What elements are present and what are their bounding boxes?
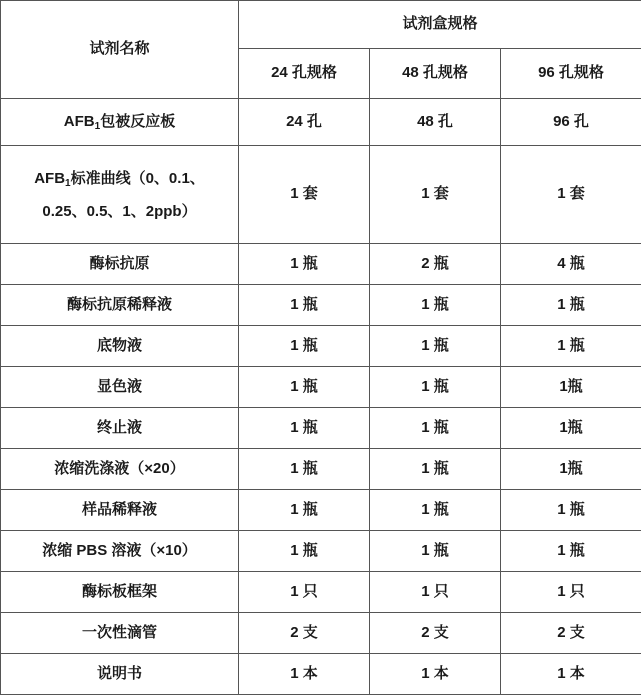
qty-48: 1 瓶 — [370, 285, 501, 326]
reagent-name: $AFB_1$标准曲线（0、0.1、 0.25、0.5、1、2ppb） — [1, 146, 239, 244]
reagent-name: 酶标抗原 — [1, 244, 239, 285]
qty-96: 1 瓶 — [501, 490, 641, 531]
qty-96: 96 孔 — [501, 99, 641, 146]
qty-96: 2 支 — [501, 613, 641, 654]
qty-24: 1 只 — [239, 572, 370, 613]
table-row — [1, 326, 641, 367]
table-row — [1, 244, 641, 285]
qty-48: 2 支 — [370, 613, 501, 654]
table-row — [1, 654, 641, 695]
header-row-group — [1, 1, 641, 49]
qty-96: 1 只 — [501, 572, 641, 613]
qty-24: 1 瓶 — [239, 326, 370, 367]
reagent-name: 酶标板框架 — [1, 572, 239, 613]
qty-48: 1 瓶 — [370, 408, 501, 449]
qty-96: 1 瓶 — [501, 531, 641, 572]
qty-96: 4 瓶 — [501, 244, 641, 285]
reagent-name: 说明书 — [1, 654, 239, 695]
table-row — [1, 146, 641, 244]
qty-96: 1 瓶 — [501, 326, 641, 367]
qty-96: 1 套 — [501, 146, 641, 244]
reagent-name-header: 试剂名称 — [1, 1, 239, 99]
qty-48: 2 瓶 — [370, 244, 501, 285]
table-row — [1, 572, 641, 613]
table-row — [1, 449, 641, 490]
qty-48: 1 瓶 — [370, 531, 501, 572]
qty-24: 1 套 — [239, 146, 370, 244]
reagent-name: 底物液 — [1, 326, 239, 367]
qty-96: 1瓶 — [501, 449, 641, 490]
reagent-name: 终止液 — [1, 408, 239, 449]
reagent-name: 样品稀释液 — [1, 490, 239, 531]
reagent-name: 浓缩 PBS 溶液（×10） — [1, 531, 239, 572]
qty-24: 2 支 — [239, 613, 370, 654]
qty-24: 1 瓶 — [239, 408, 370, 449]
reagent-name: 浓缩洗涤液（×20） — [1, 449, 239, 490]
qty-48: 1 瓶 — [370, 326, 501, 367]
qty-48: 1 本 — [370, 654, 501, 695]
qty-24: 1 瓶 — [239, 490, 370, 531]
table-row — [1, 490, 641, 531]
qty-96: 1瓶 — [501, 367, 641, 408]
reagent-name: 酶标抗原稀释液 — [1, 285, 239, 326]
qty-48: 1 瓶 — [370, 367, 501, 408]
qty-48: 1 只 — [370, 572, 501, 613]
kit-spec-header: 试剂盒规格 — [239, 1, 641, 49]
qty-48: 48 孔 — [370, 99, 501, 146]
size-96-header: 96 孔规格 — [501, 49, 641, 99]
table-row — [1, 531, 641, 572]
qty-48: 1 瓶 — [370, 490, 501, 531]
qty-96: 1 本 — [501, 654, 641, 695]
qty-24: 1 瓶 — [239, 285, 370, 326]
qty-24: 24 孔 — [239, 99, 370, 146]
table-row — [1, 408, 641, 449]
size-48-header: 48 孔规格 — [370, 49, 501, 99]
qty-48: 1 瓶 — [370, 449, 501, 490]
qty-24: 1 本 — [239, 654, 370, 695]
table-row — [1, 367, 641, 408]
qty-48: 1 套 — [370, 146, 501, 244]
qty-96: 1瓶 — [501, 408, 641, 449]
reagent-name: $AFB_1$包被反应板 — [1, 99, 239, 146]
table-row — [1, 99, 641, 146]
table-row — [1, 613, 641, 654]
table-row — [1, 285, 641, 326]
reagent-name: 一次性滴管 — [1, 613, 239, 654]
qty-24: 1 瓶 — [239, 367, 370, 408]
qty-24: 1 瓶 — [239, 449, 370, 490]
qty-24: 1 瓶 — [239, 244, 370, 285]
qty-96: 1 瓶 — [501, 285, 641, 326]
reagent-name: 显色液 — [1, 367, 239, 408]
qty-24: 1 瓶 — [239, 531, 370, 572]
size-24-header: 24 孔规格 — [239, 49, 370, 99]
